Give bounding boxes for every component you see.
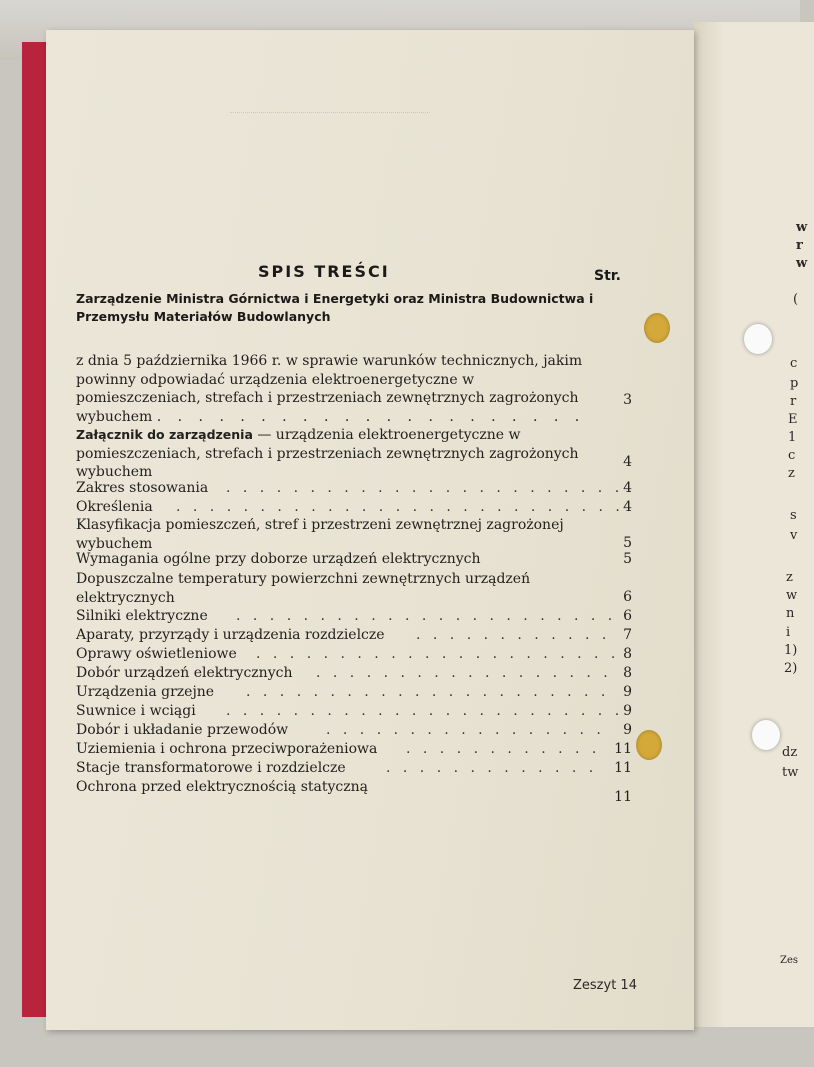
show-through [230, 100, 430, 113]
toc-entry: . . . . . . . . . . . . . . . . . . . . . . . . Suwnice i wciągi 9 [76, 703, 632, 719]
toc-entry: . . . . . . . . . . . . Aparaty, przyrządy i urządzenia rozdzielcze 7 [76, 627, 632, 643]
right-page-fragment: c [790, 356, 798, 371]
right-page-fragment: 1) [784, 643, 798, 658]
toc-entry: Klasyfikacja pomieszczeń, stref i przestrzeni zewnętrznej zagrożonej wybuchem 5 [76, 517, 632, 552]
punch-hole [636, 730, 662, 760]
annex-title: Załącznik do zarządzenia [76, 427, 253, 442]
punch-hole [744, 324, 772, 354]
toc-entry: . . . . . . . . . . . . . . . . . . Dobór urządzeń elektrycznych 8 [76, 665, 632, 681]
toc-entry: . . . . . . . . . . . . . Stacje transformatorowe i rozdzielcze 11 [76, 760, 632, 776]
right-page-fragment: s [790, 508, 797, 523]
annex-entry: Załącznik do zarządzenia — urządzenia elektroenergetyczne w pomieszczeniach, strefach i przestrzeniach zewnętrznych zagrożonych wybuchem [76, 427, 579, 481]
decree-page-number: 3 [623, 392, 632, 408]
right-page-fragment: w [786, 588, 798, 603]
right-page-fragment: z [786, 570, 793, 585]
right-page-fragment: Zes [780, 955, 798, 966]
decree-entry: z dnia 5 października 1966 r. w sprawie warunków technicznych, jakim powinny odpowiadać urządzenia elektroenergetyczne w pomieszczeniach, strefach i przestrzeniach zewnętrznych zagrożonych wybuchem . . . . . . . . . . . . . . . . . . . . . [76, 353, 586, 425]
toc-entry: Wymagania ogólne przy doborze urządzeń elektrycznych 5 [76, 551, 632, 567]
right-page-fragment: w [796, 256, 808, 271]
footer-issue-label: Zeszyt 14 [573, 978, 637, 993]
right-page [694, 22, 814, 1027]
toc-entry: Dopuszczalne temperatury powierzchni zewnętrznych urządzeń elektrycznych 6 [76, 571, 632, 606]
toc-entry: . . . . . . . . . . . . Uziemienia i ochrona przeciwporażeniowa 11 [76, 741, 632, 757]
right-page-fragment: ( [793, 292, 799, 307]
toc-entry: . . . . . . . . . . . . . . . . . . . . . . . Silniki elektryczne 6 [76, 608, 632, 624]
toc-entry: . . . . . . . . . . . . . . . . . . . . . . Oprawy oświetleniowe 8 [76, 646, 632, 662]
decree-title: Zarządzenie Ministra Górnictwa i Energetyki oraz Ministra Budownictwa i Przemysłu Materiałów Budowlanych [76, 291, 594, 324]
right-page-fragment: 1 [788, 430, 797, 445]
right-page-fragment: r [796, 238, 803, 253]
toc-entry: Ochrona przed elektrycznością statyczną 11 [76, 779, 632, 805]
right-page-fragment: i [786, 625, 791, 640]
toc-entry: . . . . . . . . . . . . . . . . . . . . . . . . Zakres stosowania 4 [76, 480, 632, 496]
right-page-fragment: r [790, 394, 797, 409]
right-page-fragment: 2) [784, 661, 798, 676]
right-page-fragment: p [790, 376, 799, 391]
right-page-fragment: v [790, 528, 798, 543]
toc-entry: . . . . . . . . . . . . . . . . . Dobór i układanie przewodów 9 [76, 722, 632, 738]
punch-hole [752, 720, 780, 750]
right-page-fragment: tw [782, 765, 799, 780]
toc-entry: . . . . . . . . . . . . . . . . . . . . . . Urządzenia grzejne 9 [76, 684, 632, 700]
right-page-fragment: c [788, 448, 796, 463]
right-page-fragment: w [796, 220, 808, 235]
toc-entry: . . . . . . . . . . . . . . . . . . . . . . . . . . . Określenia 4 [76, 499, 632, 515]
right-page-fragment: n [786, 606, 795, 621]
right-page-fragment: dz [782, 745, 798, 760]
toc-heading: SPIS TREŚCI [258, 262, 390, 281]
punch-hole [644, 313, 670, 343]
right-page-fragment: E [788, 412, 798, 427]
annex-page-number: 4 [623, 454, 632, 470]
page-column-label: Str. [594, 268, 622, 284]
right-page-fragment: z [788, 466, 795, 481]
